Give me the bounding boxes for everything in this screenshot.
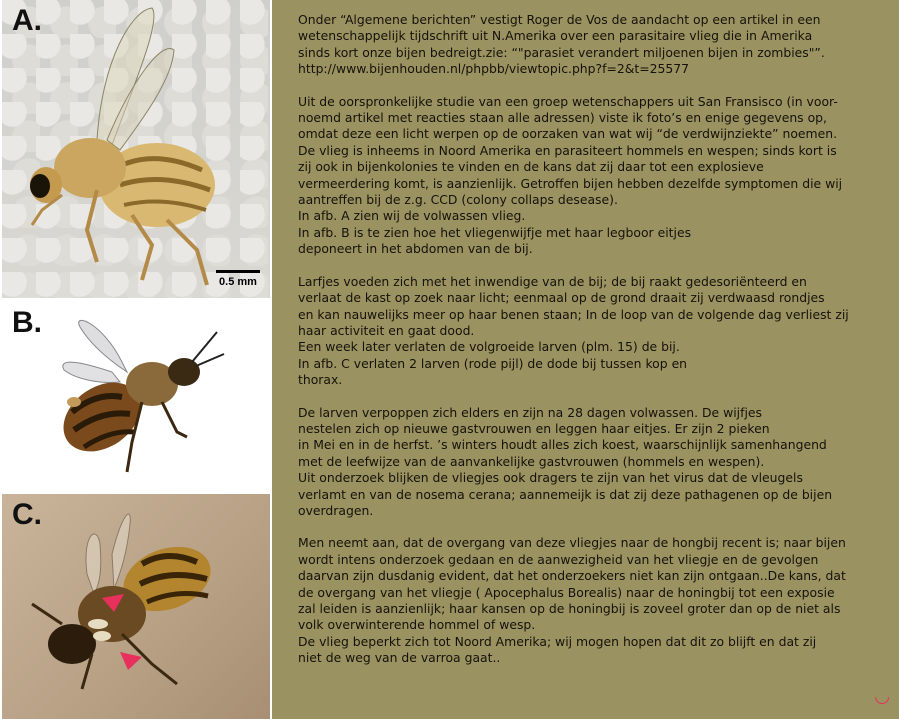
photo-c-larvae <box>2 494 270 719</box>
text-line: sinds kort onze bijen bedreigt.zie: “"parasiet verandert miljoenen bijen in zombies"”. <box>298 44 825 60</box>
text-line: en kan nauwelijks meer op haar benen staan; In de loop van de volgende dag verliest zij <box>298 306 849 322</box>
text-line: volk overwinterende hommel of wesp. <box>298 617 536 633</box>
text-line: In afb. B is te zien hoe het vliegenwijfje met haar legboor eitjes <box>298 224 692 240</box>
text-line: Men neemt aan, dat de overgang van deze vliegjes naar de hongbij recent is; naar bijen <box>298 535 846 551</box>
text-line: noemd artikel met reacties staan alle adressen) viste ik foto’s en enige gegevens op, <box>298 110 827 126</box>
scale-bar-label: 0.5 mm <box>219 276 257 288</box>
text-line: nestelen zich op nieuwe gastvrouwen en leggen haar eitjes. Er zijn 2 pieken <box>298 420 770 436</box>
forum-link[interactable]: http://www.bijenhouden.nl/phpbb/viewtopic.php?f=2&t=25577 <box>298 61 690 77</box>
panel-label-b: B. <box>12 306 42 339</box>
text-line: Een week later verlaten de volgroeide larven (plm. 15) de bij. <box>298 339 680 355</box>
text-line: overdragen. <box>298 502 374 518</box>
text-line: Uit de oorspronkelijke studie van een groep wetenschappers uit San Fransisco (in voor- <box>298 93 838 109</box>
text-line: vermeerdering komt, is aanzienlijk. Getroffen bijen hebben dezelfde symptomen die wij <box>298 175 843 191</box>
paragraph-larvae <box>298 274 885 389</box>
text-line: thorax. <box>298 372 343 388</box>
text-line: De vlieg is inheems in Noord Amerika en parasiteert hommels en wespen; sinds kort is <box>298 142 837 158</box>
text-line: Uit onderzoek blijken de vliegjes ook dragers te zijn van het virus dat de vleugels <box>298 470 803 486</box>
photo-a-fly <box>2 0 270 298</box>
text-line: In afb. A zien wij de volwassen vlieg. <box>298 208 526 224</box>
panel-label-a: A. <box>12 4 42 37</box>
text-line: De vlieg beperkt zich tot Noord Amerika; wij mogen hopen dat dit zo blijft en dat zij <box>298 633 817 649</box>
paragraph-study <box>298 94 885 258</box>
text-line: Larfjes voeden zich met het inwendige van de bij; de bij raakt gedesoriënteerd en <box>298 273 807 289</box>
text-line: De larven verpoppen zich elders en zijn na 28 dagen volwassen. De wijfjes <box>298 404 762 420</box>
text-line: de overgang van het vliegje ( Apocephalus Borealis) naar de honingbij tot een exposie <box>298 584 835 600</box>
text-line: niet de weg van de varroa gaat.. <box>298 650 501 666</box>
red-arrow-lower <box>120 652 142 670</box>
text-line: wetenschappelijk tijdschrift uit N.Amerika over een parasitaire vlieg die in Amerika <box>298 28 813 44</box>
scale-bar <box>216 270 260 288</box>
paragraph-lifecycle <box>298 405 885 520</box>
text-line: haar activiteit en gaat dood. <box>298 322 475 338</box>
fly-illustration <box>2 0 270 298</box>
text-line: verlaat de kast op zoek naar licht; eenmaal op de grond draait zij verdwaasd rondjes <box>298 290 825 306</box>
text-line: aantreffen bij de z.g. CCD (colony collaps desease). <box>298 192 618 208</box>
text-line: verlamt en van de nosema cerana; aannemeijk is dat zij deze pathagenen op de bijen <box>298 486 833 502</box>
scale-bar-line <box>216 270 260 273</box>
photo-b-bee-oviposition <box>2 302 270 490</box>
text-line: Onder “Algemene berichten” vestigt Roger de Vos de aandacht op een artikel in een <box>298 12 821 27</box>
paragraph-intro <box>298 12 885 78</box>
text-line: met de leefwijze van de aanvankelijke gastvrouwen (hommels en wespen). <box>298 453 765 469</box>
text-line: wordt intens onderzoek gedaan en de aanwezigheid van het vliegje en de gevolgen <box>298 551 819 567</box>
smiley-icon: ◡ <box>875 685 889 707</box>
bee-illustration <box>2 302 270 490</box>
paragraph-conclusion <box>298 535 885 666</box>
text-line: daarvan zijn dusdanig evident, dat het onderzoekers niet kan zijn ontgaan..De kans, dat <box>298 568 846 584</box>
text-line: zal leiden is aanzienlijk; haar kansen op de honingbij is zoveel groter dan op de niet als <box>298 601 841 616</box>
text-line: in Mei en in de herfst. ’s winters houdt alles zich koest, waarschijnlijk samenhangend <box>298 437 827 453</box>
text-line: In afb. C verlaten 2 larven (rode pijl) de dode bij tussen kop en <box>298 355 688 371</box>
panel-label-c: C. <box>12 498 42 531</box>
text-line: deponeert in het abdomen van de bij. <box>298 241 533 257</box>
text-line: omdat deze een licht werpen op de oorzaken van wat wij “de verdwijnziekte” noemen. <box>298 126 838 142</box>
text-line: zij ook in bijenkolonies te vinden en de kans dat zij daar tot een explosieve <box>298 159 764 175</box>
dead-bee-illustration <box>2 494 270 719</box>
article-text-panel <box>272 0 899 719</box>
figure-column <box>0 0 272 719</box>
